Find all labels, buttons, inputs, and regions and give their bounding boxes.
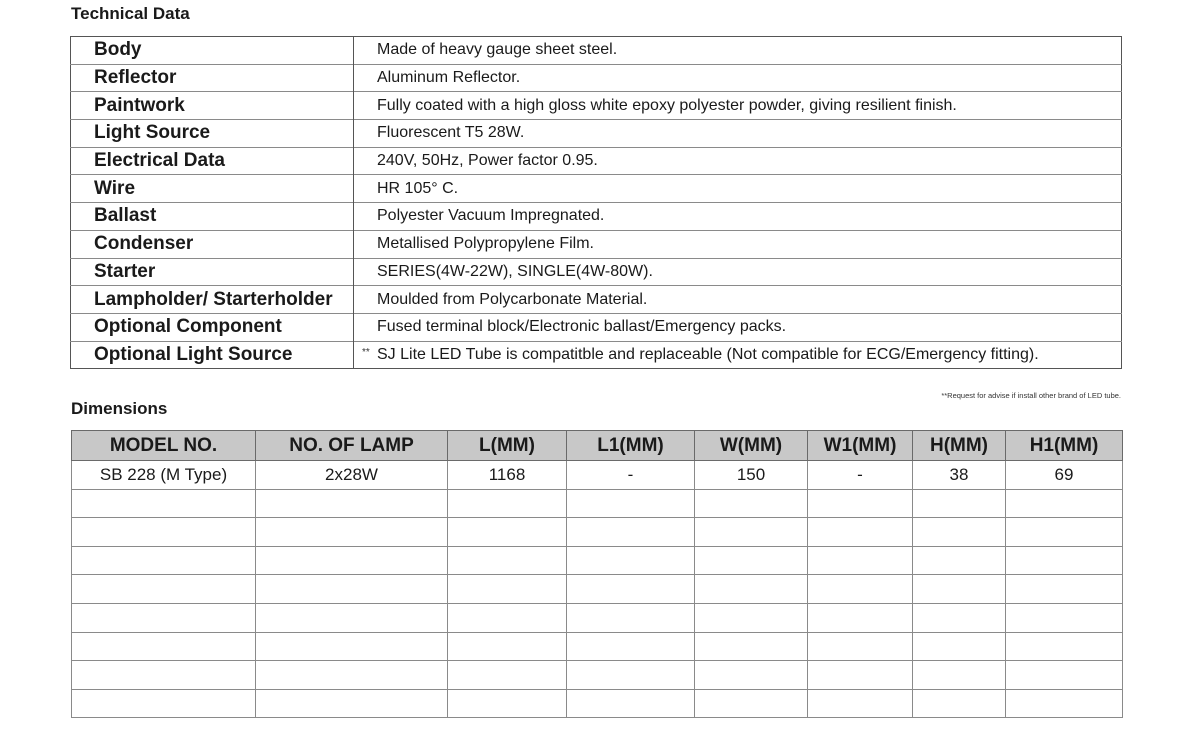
dimensions-column-header: H1(MM) [1006, 431, 1123, 461]
dimensions-cell [808, 518, 913, 547]
dimensions-cell: - [808, 461, 913, 490]
tech-label: Ballast [71, 203, 354, 231]
dimensions-column-header: L(MM) [448, 431, 567, 461]
technical-data-table [70, 36, 1122, 369]
dimensions-cell [567, 489, 695, 518]
tech-label: Body [71, 37, 354, 65]
tech-row [71, 341, 1122, 369]
dimensions-cell [448, 661, 567, 690]
dimensions-column-header: W1(MM) [808, 431, 913, 461]
dimensions-cell [72, 661, 256, 690]
dimensions-cell [256, 489, 448, 518]
dimensions-cell [72, 632, 256, 661]
dimensions-row [72, 489, 1123, 518]
dimensions-cell [567, 546, 695, 575]
dimensions-column-header: L1(MM) [567, 431, 695, 461]
tech-row [71, 203, 1122, 231]
dimensions-cell [567, 603, 695, 632]
tech-value: Polyester Vacuum Impregnated. [377, 207, 605, 225]
dimensions-cell [913, 489, 1006, 518]
dimensions-cell [256, 603, 448, 632]
dimensions-cell [913, 632, 1006, 661]
tech-row [71, 64, 1122, 92]
dimensions-cell [72, 575, 256, 604]
dimensions-row [72, 603, 1123, 632]
dimensions-cell [913, 546, 1006, 575]
dimensions-cell [567, 518, 695, 547]
led-footnote: **Request for advise if install other brand of LED tube. [941, 391, 1121, 400]
footnote-mark: ** [362, 346, 370, 358]
tech-value: Moulded from Polycarbonate Material. [377, 290, 648, 308]
tech-value-cell [354, 313, 1122, 341]
tech-row [71, 230, 1122, 258]
tech-value: SERIES(4W-22W), SINGLE(4W-80W). [377, 262, 653, 280]
dimensions-cell [448, 575, 567, 604]
dimensions-row [72, 661, 1123, 690]
tech-value-cell [354, 203, 1122, 231]
dimensions-cell: 69 [1006, 461, 1123, 490]
dimensions-cell [1006, 489, 1123, 518]
tech-label: Lampholder/ Starterholder [71, 286, 354, 314]
dimensions-row [72, 518, 1123, 547]
dimensions-cell: SB 228 (M Type) [72, 461, 256, 490]
dimensions-cell [808, 689, 913, 718]
dimensions-cell [256, 518, 448, 547]
technical-data-title: Technical Data [71, 4, 190, 23]
tech-row [71, 313, 1122, 341]
dimensions-cell [695, 632, 808, 661]
tech-value: Aluminum Reflector. [377, 69, 521, 87]
dimensions-cell [1006, 689, 1123, 718]
tech-value-cell [354, 92, 1122, 120]
dimensions-cell [448, 689, 567, 718]
dimensions-cell [808, 603, 913, 632]
tech-value: Fused terminal block/Electronic ballast/Emergency packs. [377, 318, 787, 336]
tech-label: Optional Component [71, 313, 354, 341]
dimensions-cell [808, 546, 913, 575]
dimensions-cell [1006, 518, 1123, 547]
dimensions-cell [567, 575, 695, 604]
dimensions-cell [913, 689, 1006, 718]
tech-value: Made of heavy gauge sheet steel. [377, 41, 618, 59]
dimensions-cell [72, 689, 256, 718]
dimensions-cell [695, 689, 808, 718]
tech-value: SJ Lite LED Tube is compatitble and replaceable (Not compatible for ECG/Emergency fitting). [377, 345, 1039, 363]
dimensions-cell [1006, 632, 1123, 661]
dimensions-title: Dimensions [71, 399, 168, 418]
tech-value-cell [354, 230, 1122, 258]
tech-value: Metallised Polypropylene Film. [377, 235, 594, 253]
dimensions-cell [448, 518, 567, 547]
dimensions-cell [567, 689, 695, 718]
dimensions-cell [808, 489, 913, 518]
dimensions-cell [808, 632, 913, 661]
dimensions-cell [72, 489, 256, 518]
dimensions-cell [695, 575, 808, 604]
dimensions-cell: - [567, 461, 695, 490]
tech-row [71, 175, 1122, 203]
tech-row [71, 120, 1122, 148]
dimensions-cell: 38 [913, 461, 1006, 490]
dimensions-cell: 1168 [448, 461, 567, 490]
dimensions-cell [72, 546, 256, 575]
dimensions-cell [808, 575, 913, 604]
dimensions-cell [256, 661, 448, 690]
dimensions-row [72, 575, 1123, 604]
tech-row [71, 92, 1122, 120]
dimensions-cell [567, 632, 695, 661]
dimensions-column-header: H(MM) [913, 431, 1006, 461]
dimensions-cell [695, 603, 808, 632]
tech-value: Fully coated with a high gloss white epoxy polyester powder, giving resilient finish. [377, 96, 957, 114]
tech-value-cell [354, 64, 1122, 92]
tech-label: Optional Light Source [71, 341, 354, 369]
dimensions-cell [1006, 575, 1123, 604]
dimensions-column-header: MODEL NO. [72, 431, 256, 461]
dimensions-cell: 150 [695, 461, 808, 490]
tech-label: Starter [71, 258, 354, 286]
dimensions-row [72, 546, 1123, 575]
dimensions-cell [695, 546, 808, 575]
tech-value-cell [354, 37, 1122, 65]
dimensions-cell [448, 546, 567, 575]
tech-value-cell [354, 120, 1122, 148]
dimensions-cell [808, 661, 913, 690]
dimensions-row [72, 689, 1123, 718]
dimensions-cell [256, 632, 448, 661]
tech-label: Electrical Data [71, 147, 354, 175]
dimensions-table [71, 430, 1123, 718]
dimensions-cell [448, 489, 567, 518]
dimensions-cell [695, 661, 808, 690]
dimensions-cell: 2x28W [256, 461, 448, 490]
tech-row [71, 147, 1122, 175]
dimensions-cell [913, 603, 1006, 632]
dimensions-column-header: NO. OF LAMP [256, 431, 448, 461]
dimensions-cell [256, 689, 448, 718]
dimensions-cell [448, 632, 567, 661]
dimensions-cell [72, 518, 256, 547]
tech-row [71, 258, 1122, 286]
dimensions-cell [913, 518, 1006, 547]
tech-value: HR 105° C. [377, 179, 459, 197]
tech-value: Fluorescent T5 28W. [377, 124, 525, 142]
dimensions-column-header: W(MM) [695, 431, 808, 461]
tech-value-cell [354, 341, 1122, 369]
dimensions-cell [72, 603, 256, 632]
dimensions-cell [1006, 546, 1123, 575]
dimensions-cell [567, 661, 695, 690]
tech-label: Reflector [71, 64, 354, 92]
dimensions-cell [913, 575, 1006, 604]
tech-value-cell [354, 258, 1122, 286]
tech-label: Condenser [71, 230, 354, 258]
dimensions-cell [1006, 661, 1123, 690]
dimensions-cell [256, 575, 448, 604]
tech-value-cell [354, 286, 1122, 314]
dimensions-cell [695, 518, 808, 547]
dimensions-cell [448, 603, 567, 632]
dimensions-cell [1006, 603, 1123, 632]
tech-value-cell [354, 147, 1122, 175]
tech-row [71, 37, 1122, 65]
dimensions-cell [913, 661, 1006, 690]
tech-label: Paintwork [71, 92, 354, 120]
dimensions-cell [695, 489, 808, 518]
dimensions-row [72, 461, 1123, 490]
tech-label: Light Source [71, 120, 354, 148]
dimensions-row [72, 632, 1123, 661]
tech-label: Wire [71, 175, 354, 203]
tech-value-cell [354, 175, 1122, 203]
tech-row [71, 286, 1122, 314]
tech-value: 240V, 50Hz, Power factor 0.95. [377, 152, 598, 170]
dimensions-cell [256, 546, 448, 575]
